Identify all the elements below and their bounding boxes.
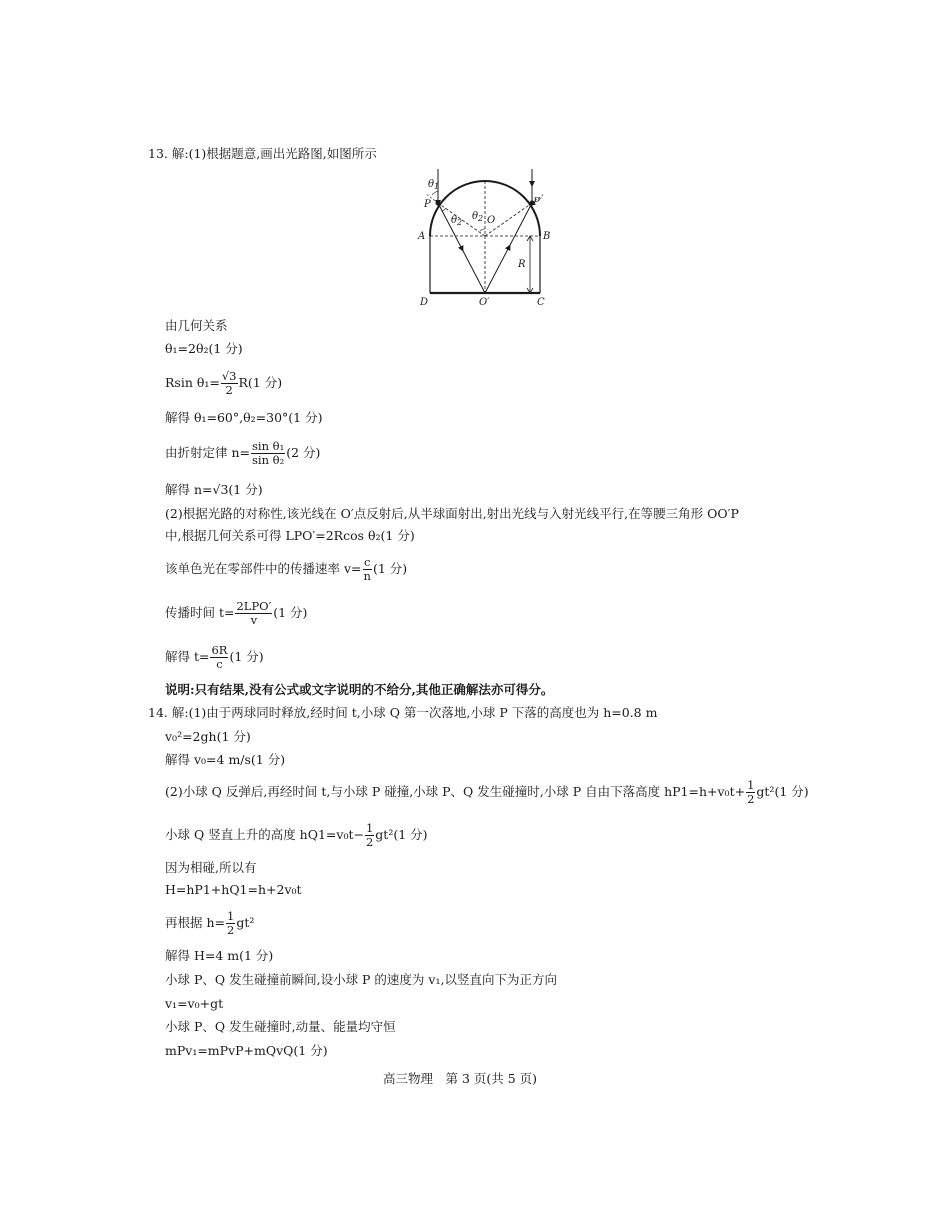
- eq-v0-value: 解得 v₀=4 m/s(1 分): [165, 752, 286, 767]
- velocity-intro: 小球 P、Q 发生碰撞前瞬间,设小球 P 的速度为 v₁,以竖直向下为正方向: [165, 972, 557, 987]
- scoring-note: 说明:只有结果,没有公式或文字说明的不给分,其他正确解法亦可得分。: [165, 682, 554, 697]
- q14-header: 14. 解:(1)由于两球同时释放,经时间 t,小球 Q 第一次落地,小球 P 下落的高度也为 h=0.8 m: [148, 705, 658, 720]
- eq-theta-relation: θ₁=2θ₂(1 分): [165, 341, 243, 356]
- label-b: B: [543, 231, 551, 242]
- eq-rsin: Rsin θ₁= $\frac{√3}{2}$ R(1 分): [165, 369, 283, 397]
- label-o: O: [487, 215, 496, 226]
- eq-time-result: 解得 t= $\frac{6R}{c}$ (1 分): [165, 643, 264, 671]
- label-theta1: $\theta_1$: [428, 179, 440, 191]
- eq-h-value: 解得 H=4 m(1 分): [165, 948, 274, 963]
- label-c: C: [537, 297, 545, 308]
- eq-n-value: 解得 n=√3(1 分): [165, 482, 263, 497]
- label-r: R: [518, 259, 526, 270]
- label-theta2b: $\theta_2$: [472, 211, 484, 223]
- q14-part2: (2)小球 Q 反弹后,再经时间 t,与小球 P 碰撞,小球 P、Q 发生碰撞时,小球 P 自由下落高度 hP1=h+v₀t+ $\frac{1}{2}$ gt²(1 分): [165, 778, 809, 806]
- eq-momentum: mPv₁=mPvP+mQvQ(1 分): [165, 1043, 328, 1058]
- eq-snell: 由折射定律 n= $\frac{\text{sin θ₁}}{\text{sin θ₂}}$ (2 分): [165, 439, 321, 467]
- eq-velocity: 该单色光在零部件中的传播速率 v= $\frac{c}{n}$ (1 分): [165, 555, 408, 583]
- reflected-arrow: [508, 247, 509, 249]
- label-theta2: $\theta_2$: [451, 215, 463, 227]
- eq-h-total: H=hP1+hQ1=h+2v₀t: [165, 882, 302, 897]
- eq-theta-values: 解得 θ₁=60°,θ₂=30°(1 分): [165, 410, 323, 425]
- point-p: [436, 201, 441, 206]
- eq-h-gt: 再根据 h= $\frac{1}{2}$ gt²: [165, 909, 255, 937]
- label-d: D: [420, 297, 429, 308]
- refracted-arrow: [461, 247, 462, 249]
- page-footer: 高三物理 第 3 页(共 5 页): [383, 1071, 538, 1086]
- eq-time: 传播时间 t= $\frac{\text{2LPO′}}{v}$ (1 分): [165, 599, 308, 627]
- label-p: P: [424, 199, 431, 210]
- label-o-prime: O′: [479, 297, 490, 308]
- label-p-prime: P′: [533, 197, 542, 208]
- part2-line2: 中,根据几何关系可得 LPO′=2Rcos θ₂(1 分): [165, 528, 415, 543]
- eq-hq1: 小球 Q 竖直上升的高度 hQ1=v₀t− $\frac{1}{2}$ gt²(1 分): [165, 821, 428, 849]
- eq-v0-squared: v₀²=2gh(1 分): [165, 729, 251, 744]
- q13-header: 13. 解:(1)根据题意,画出光路图,如图所示: [148, 146, 377, 161]
- eq-v1: v₁=v₀+gt: [165, 996, 224, 1011]
- optics-diagram: [410, 165, 560, 310]
- collision-intro: 因为相碰,所以有: [165, 860, 257, 875]
- geo-intro: 由几何关系: [165, 318, 228, 333]
- conservation-intro: 小球 P、Q 发生碰撞时,动量、能量均守恒: [165, 1019, 396, 1034]
- label-a: A: [418, 231, 426, 242]
- part2-line1: (2)根据光路的对称性,该光线在 O′点反射后,从半球面射出,射出光线与入射光线平行,在等腰三角形 OO′P: [165, 506, 739, 521]
